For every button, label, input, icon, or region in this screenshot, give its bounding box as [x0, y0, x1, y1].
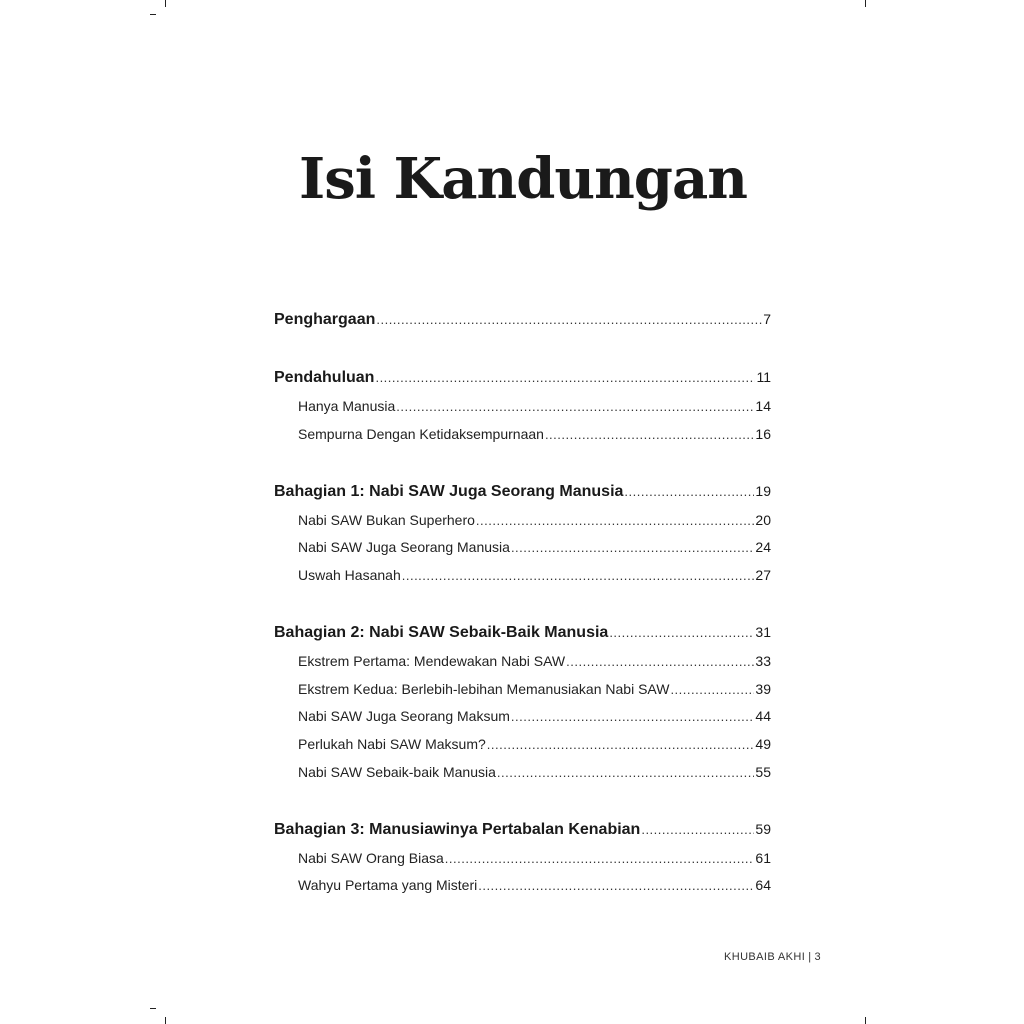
dot-leader: [445, 851, 755, 866]
toc-subentry[interactable]: [274, 426, 771, 442]
dot-leader: [670, 682, 754, 697]
toc-page-number: 39: [755, 681, 771, 697]
toc-subentry[interactable]: [274, 681, 771, 697]
dot-leader: [624, 484, 754, 499]
toc-subentry[interactable]: [274, 850, 771, 866]
toc-subentry-label: Nabi SAW Orang Biasa: [298, 850, 444, 866]
toc-subentry[interactable]: [274, 512, 771, 528]
toc-subentry[interactable]: [274, 539, 771, 555]
toc-entry-bahagian-3[interactable]: [274, 821, 771, 839]
toc-subentry-label: Wahyu Pertama yang Misteri: [298, 877, 478, 893]
toc-subentry[interactable]: [274, 653, 771, 669]
toc-subentry[interactable]: [274, 398, 771, 414]
toc-page-number: 11: [756, 369, 771, 385]
dot-leader: [497, 765, 755, 780]
toc-page-number: 61: [755, 850, 771, 866]
dot-leader: [511, 709, 755, 724]
dot-leader: [376, 312, 762, 327]
footer-separator: |: [808, 951, 812, 963]
dot-leader: [511, 540, 754, 555]
dot-leader: [609, 625, 754, 640]
toc-entry-label: Bahagian 1: Nabi SAW Juga Seorang Manusia: [274, 483, 624, 500]
toc-page-number: 27: [755, 567, 771, 583]
toc-subentry-label: Hanya Manusia: [298, 398, 396, 414]
toc-subentry-label: Sempurna Dengan Ketidaksempurnaan: [298, 426, 544, 442]
toc-page-number: 19: [755, 483, 771, 499]
toc-page-number: 59: [755, 821, 771, 837]
toc-entry-label: Penghargaan: [274, 311, 376, 328]
dot-leader: [476, 513, 755, 528]
toc-page-number: 44: [755, 708, 771, 724]
toc-entry-bahagian-2[interactable]: [274, 624, 771, 642]
toc-page-number: 64: [755, 877, 771, 893]
crop-mark: [865, 1017, 866, 1024]
toc-subentry-label: Ekstrem Kedua: Berlebih-lebihan Memanusiakan Nabi SAW: [298, 681, 670, 697]
dot-leader: [402, 568, 755, 583]
toc-entry-pendahuluan[interactable]: [274, 369, 771, 387]
toc-subentry-label: Perlukah Nabi SAW Maksum?: [298, 736, 486, 752]
toc-page-number: 49: [755, 736, 771, 752]
crop-mark: [165, 0, 166, 7]
toc-entry-penghargaan[interactable]: [274, 311, 771, 329]
footer-author: KHUBAIB AKHI: [723, 951, 806, 963]
toc-subentry-label: Ekstrem Pertama: Mendewakan Nabi SAW: [298, 653, 566, 669]
toc-subentry[interactable]: [274, 567, 771, 583]
footer-page-number: 3: [814, 951, 821, 963]
toc-page-number: 33: [755, 653, 771, 669]
dot-leader: [566, 654, 754, 669]
toc-subentry-label: Uswah Hasanah: [298, 567, 401, 583]
toc-subentry[interactable]: [274, 764, 771, 780]
toc-entry-label: Bahagian 2: Nabi SAW Sebaik-Baik Manusia: [274, 624, 609, 641]
dot-leader: [641, 822, 754, 837]
dot-leader: [375, 370, 755, 385]
crop-mark: [865, 0, 866, 7]
page-title: Isi Kandungan: [299, 146, 747, 212]
toc-page-number: 16: [755, 426, 771, 442]
toc-page-number: 31: [755, 624, 771, 640]
toc-subentry-label: Nabi SAW Juga Seorang Maksum: [298, 708, 510, 724]
page-footer: [724, 951, 821, 963]
toc-subentry[interactable]: [274, 736, 771, 752]
toc-page-number: 14: [755, 398, 771, 414]
crop-mark: [150, 1008, 156, 1009]
toc-subentry-label: Nabi SAW Sebaik-baik Manusia: [298, 764, 496, 780]
toc-subentry[interactable]: [274, 708, 771, 724]
toc-page-number: 55: [755, 764, 771, 780]
toc-page-number: 7: [763, 311, 771, 327]
toc-subentry-label: Nabi SAW Bukan Superhero: [298, 512, 475, 528]
toc-entry-bahagian-1[interactable]: [274, 483, 771, 501]
toc-subentry[interactable]: [274, 877, 771, 893]
dot-leader: [396, 399, 754, 414]
crop-mark: [150, 14, 156, 15]
dot-leader: [478, 878, 754, 893]
toc-entry-label: Bahagian 3: Manusiawinya Pertabalan Kenabian: [274, 821, 641, 838]
toc-subentry-label: Nabi SAW Juga Seorang Manusia: [298, 539, 510, 555]
toc-page-number: 20: [755, 512, 771, 528]
toc-entry-label: Pendahuluan: [274, 369, 375, 386]
dot-leader: [545, 427, 754, 442]
toc-page-number: 24: [755, 539, 771, 555]
crop-mark: [165, 1017, 166, 1024]
dot-leader: [487, 737, 755, 752]
